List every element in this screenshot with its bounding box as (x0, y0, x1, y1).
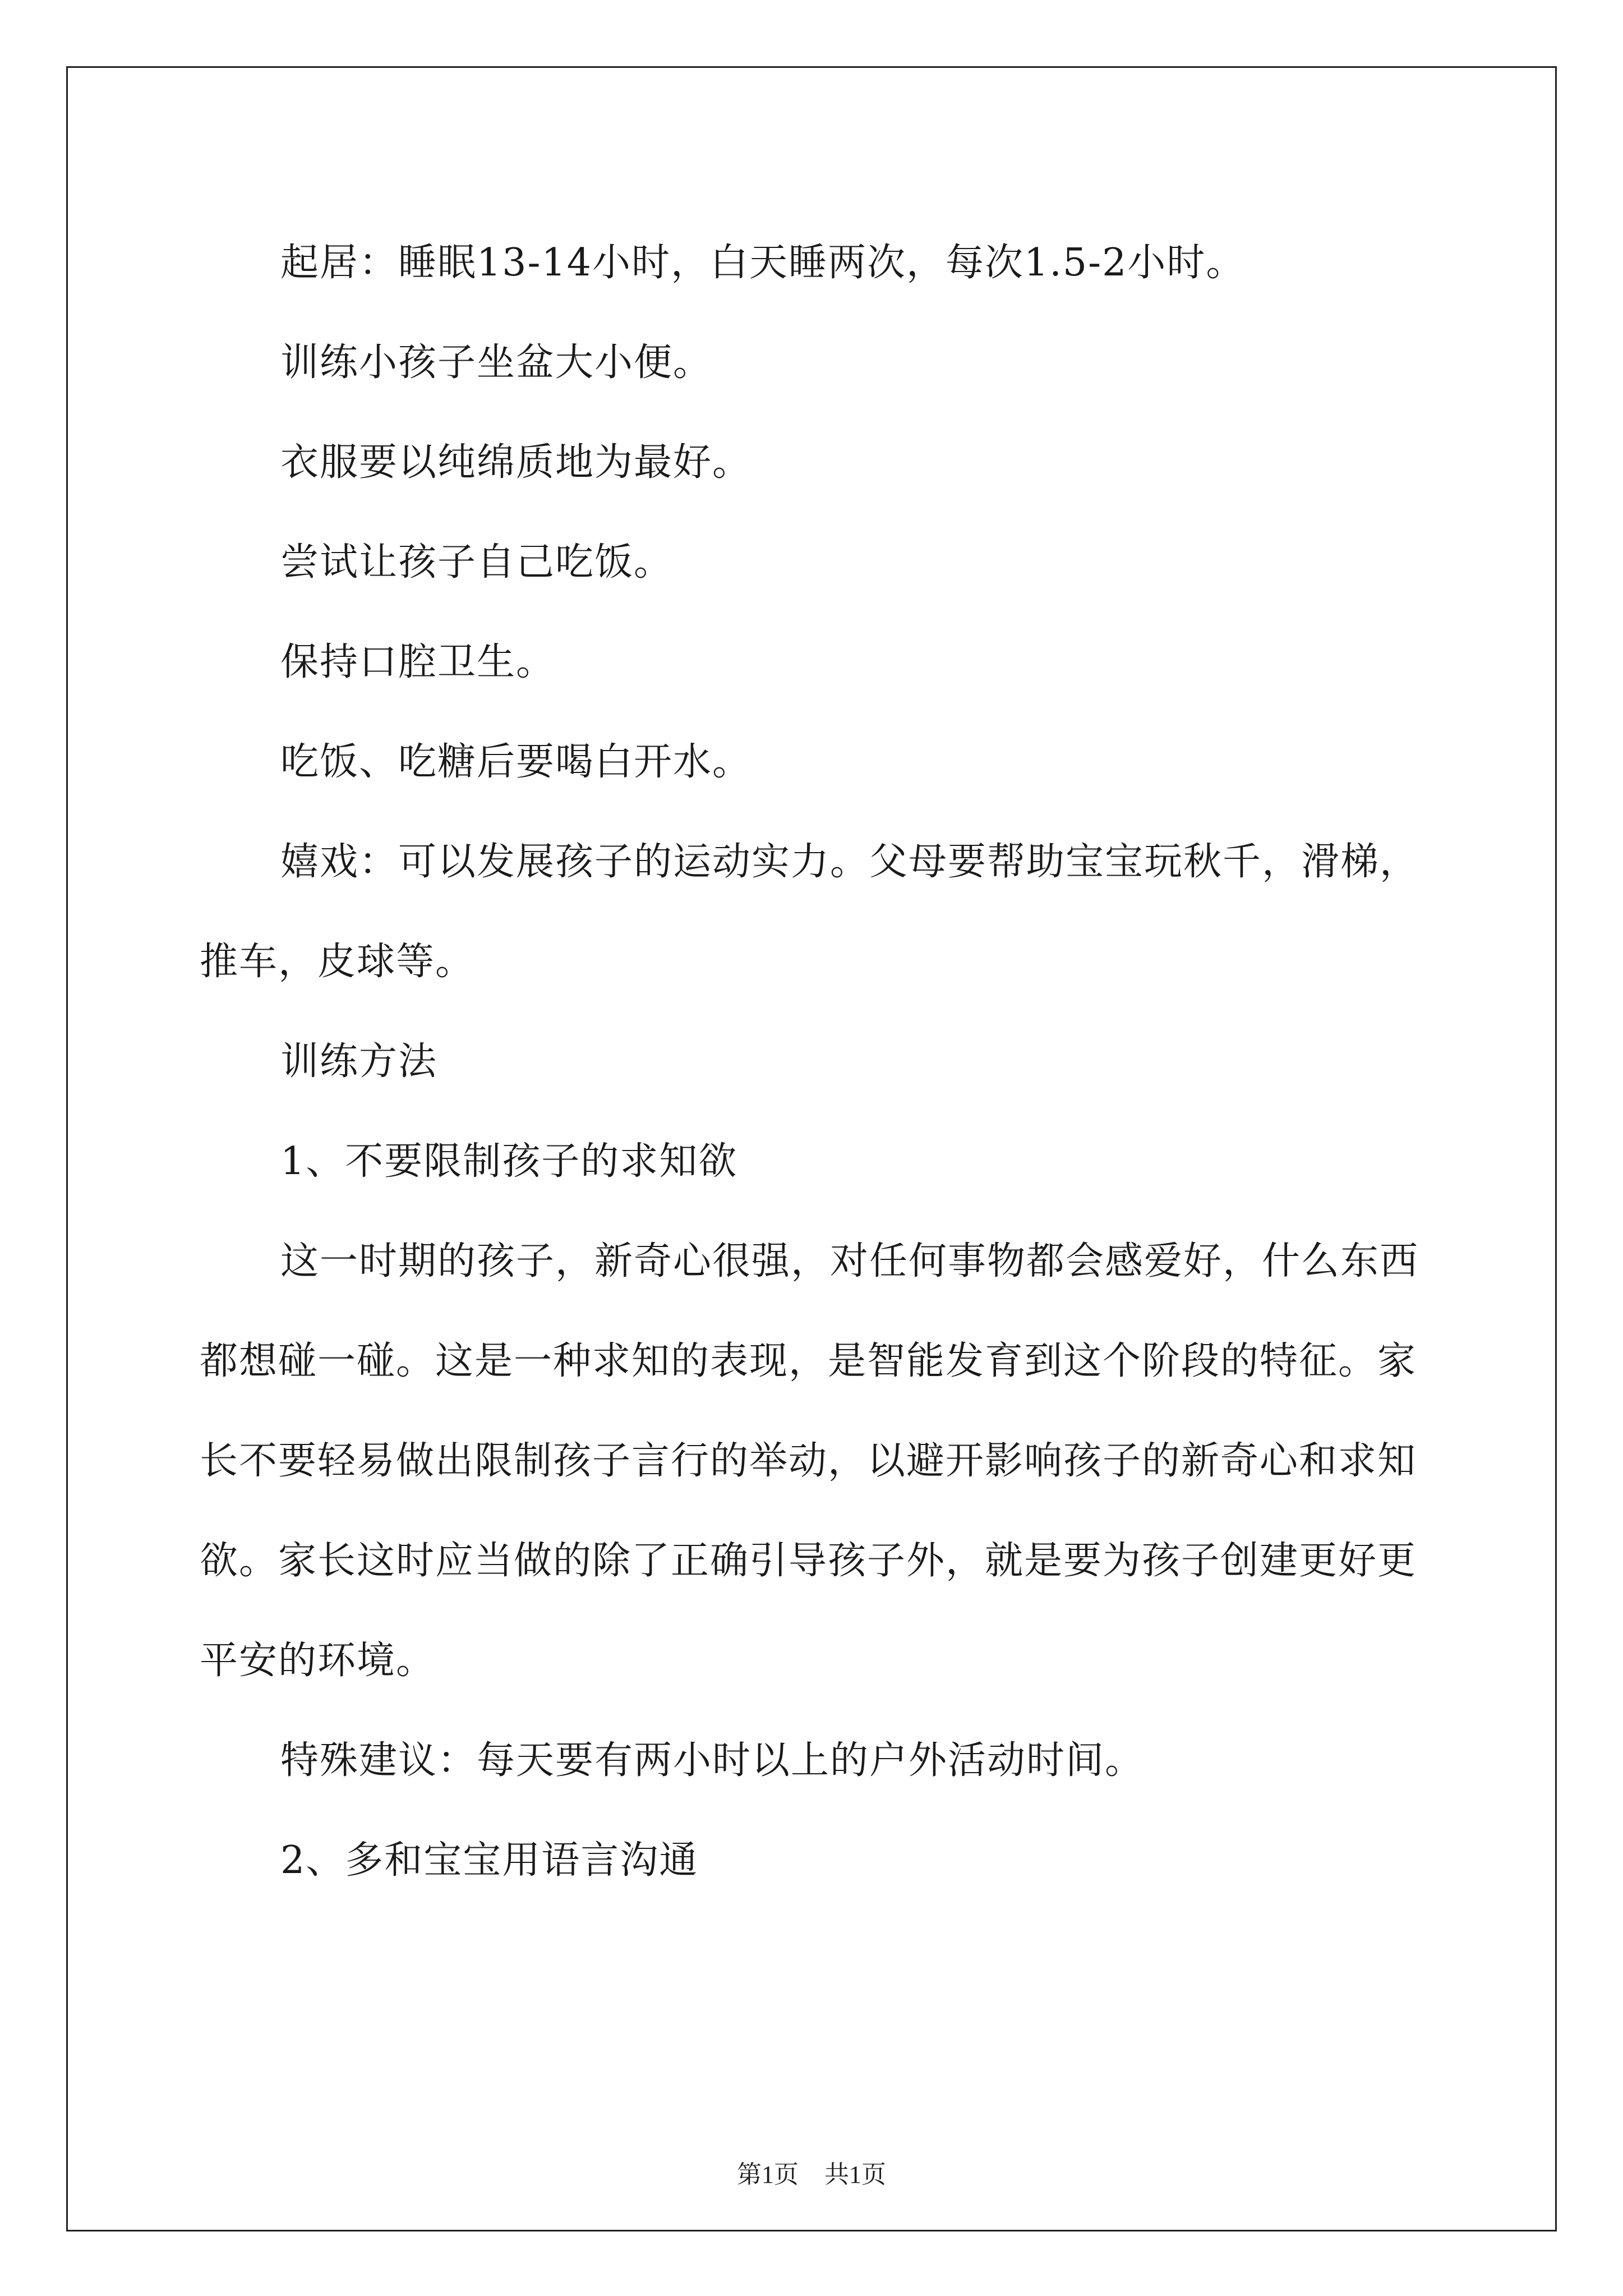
page-number: 第1页 (737, 2161, 799, 2188)
paragraph-oral-hygiene: 保持口腔卫生。 (280, 640, 556, 684)
paragraph-curiosity-body: 这一时期的孩子，新奇心很强，对任何事物都会感爱好，什么东西都想碰一碰。这是一种求知的表现，是智能发育到这个阶段的特征。家长不要轻易做出限制孩子言行的举动，以避开影响孩子的新奇心和求知欲。家长这时应当做的除了正确引导孩子外，就是要为孩子创建更好更平安的环境。 (200, 1239, 1419, 1683)
paragraph-special-advice: 特殊建议：每天要有两小时以上的户外活动时间。 (280, 1738, 1145, 1783)
page-footer (0, 2154, 1623, 2190)
subheading-curiosity: 1、不要限制孩子的求知欲 (280, 1139, 738, 1184)
paragraph-play: 嬉戏：可以发展孩子的运动实力。父母要帮助宝宝玩秋千，滑梯，推车，皮球等。 (200, 840, 1419, 984)
paragraph-routine: 起居：睡眠13-14小时，白天睡两次，每次1.5-2小时。 (280, 241, 1246, 285)
paragraph-toilet-training: 训练小孩子坐盆大小便。 (280, 341, 713, 385)
page-total: 共1页 (824, 2161, 886, 2188)
paragraph-clothing: 衣服要以纯绵质地为最好。 (280, 440, 752, 485)
document-body (200, 213, 1433, 1911)
paragraph-drink-water: 吃饭、吃糖后要喝白开水。 (280, 740, 752, 784)
paragraph-self-feeding: 尝试让孩子自己吃饭。 (280, 540, 674, 585)
subheading-communication: 2、多和宝宝用语言沟通 (280, 1838, 699, 1883)
section-heading-training-methods: 训练方法 (280, 1039, 438, 1084)
